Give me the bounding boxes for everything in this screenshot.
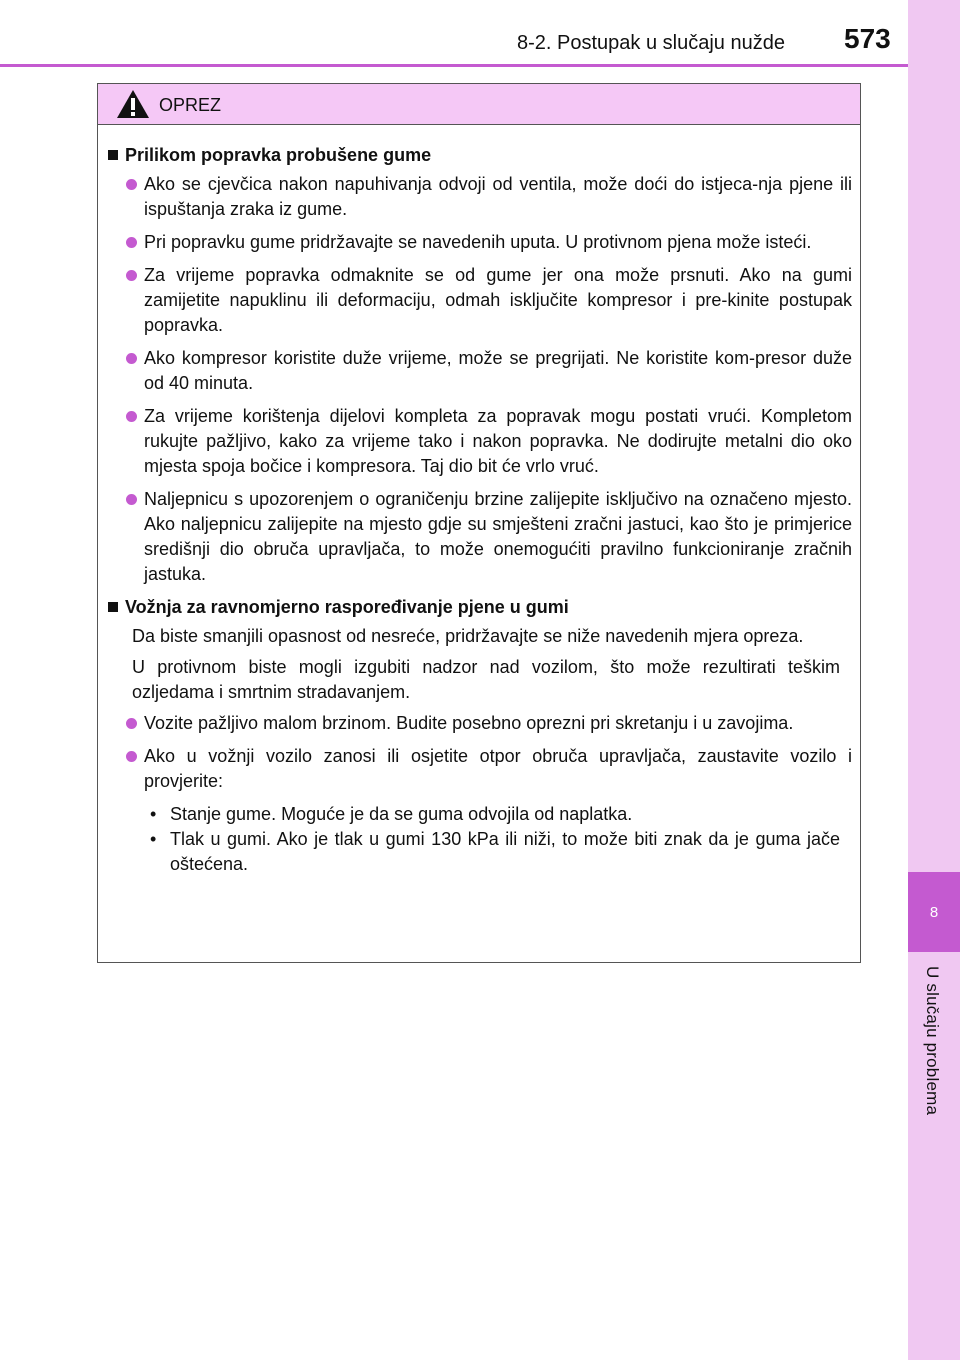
caution-header	[98, 84, 860, 125]
bullet-dot-icon	[126, 494, 137, 505]
list-item: Ako u vožnji vozilo zanosi ili osjetite otpor obruča upravljača, zaustavite vozilo i provjerite:	[126, 744, 852, 794]
paragraph: Da biste smanjili opasnost od nesreće, pridržavajte se niže navedenih mjera opreza.	[132, 626, 804, 646]
sub-list-item: • Tlak u gumi. Ako je tlak u gumi 130 kPa ili niži, to može biti znak da je guma jače oštećena.	[150, 829, 840, 874]
bullet-dot-icon	[126, 718, 137, 729]
bullet-dot-icon	[126, 411, 137, 422]
square-bullet-icon	[108, 602, 118, 612]
page-number: 573	[844, 23, 891, 54]
list-item: Naljepnicu s upozorenjem o ograničenju brzine zalijepite isključivo na označeno mjesto. Ako naljepnicu zalijepite na mjesto gdje su smješteni zračni jastuci, kao što je primjerice središnji dio obruča upravljača, to može onemogućiti pravilno funkcioniranje zračnih jastuka.	[126, 487, 852, 587]
list-item: Za vrijeme popravka odmaknite se od gume jer ona može prsnuti. Ako na gumi zamijetite napuklinu ili deformaciju, odmah isključite kompresor i pre-kinite postupak popravka.	[126, 263, 852, 338]
chapter-side-tab	[908, 0, 960, 1360]
caution-title: OPREZ	[159, 95, 222, 115]
header-divider	[0, 64, 908, 67]
sub-list-item: • Stanje gume. Moguće je da se guma odvojila od naplatka.	[150, 804, 633, 824]
section-heading: Prilikom popravka probušene gume	[108, 143, 852, 168]
chapter-label: U slučaju problema	[923, 966, 942, 1116]
list-item: Za vrijeme korištenja dijelovi kompleta za popravak mogu postati vrući. Kompletom rukujte pažljivo, kako za vrijeme tako i nakon popravka. Ne dodirujte metalni dio oko mjesta spoja bočice i kompresora. Taj dio bit će vrlo vruć.	[126, 404, 852, 479]
list-item: Ako kompresor koristite duže vrijeme, može se pregrijati. Ne koristite kom-presor duže od 40 minuta.	[126, 346, 852, 396]
bullet-dot-icon	[126, 237, 137, 248]
bullet-dot-icon	[126, 353, 137, 364]
paragraph: U protivnom biste mogli izgubiti nadzor nad vozilom, što može rezultirati teškim ozljedama i smrtnim stradavanjem.	[132, 657, 840, 702]
section-title: 8-2. Postupak u slučaju nužde	[517, 32, 785, 54]
caution-body	[98, 125, 860, 877]
warning-triangle-icon	[116, 89, 150, 124]
caution-box	[97, 83, 861, 963]
list-item: Vozite pažljivo malom brzinom. Budite posebno oprezni pri skretanju i u zavojima.	[126, 711, 852, 736]
bullet-dot-icon	[126, 179, 137, 190]
list-item: Ako se cjevčica nakon napuhivanja odvoji od ventila, može doći do istjeca-nja pjene ili ispuštanja zraka iz gume.	[126, 172, 852, 222]
bullet-dot-icon	[126, 270, 137, 281]
bullet-dot-icon	[126, 751, 137, 762]
square-bullet-icon	[108, 150, 118, 160]
list-item: Pri popravku gume pridržavajte se navedenih uputa. U protivnom pjena može isteći.	[126, 230, 852, 255]
chapter-number: 8	[908, 872, 960, 952]
section-heading: Vožnja za ravnomjerno raspoređivanje pjene u gumi	[108, 595, 852, 620]
